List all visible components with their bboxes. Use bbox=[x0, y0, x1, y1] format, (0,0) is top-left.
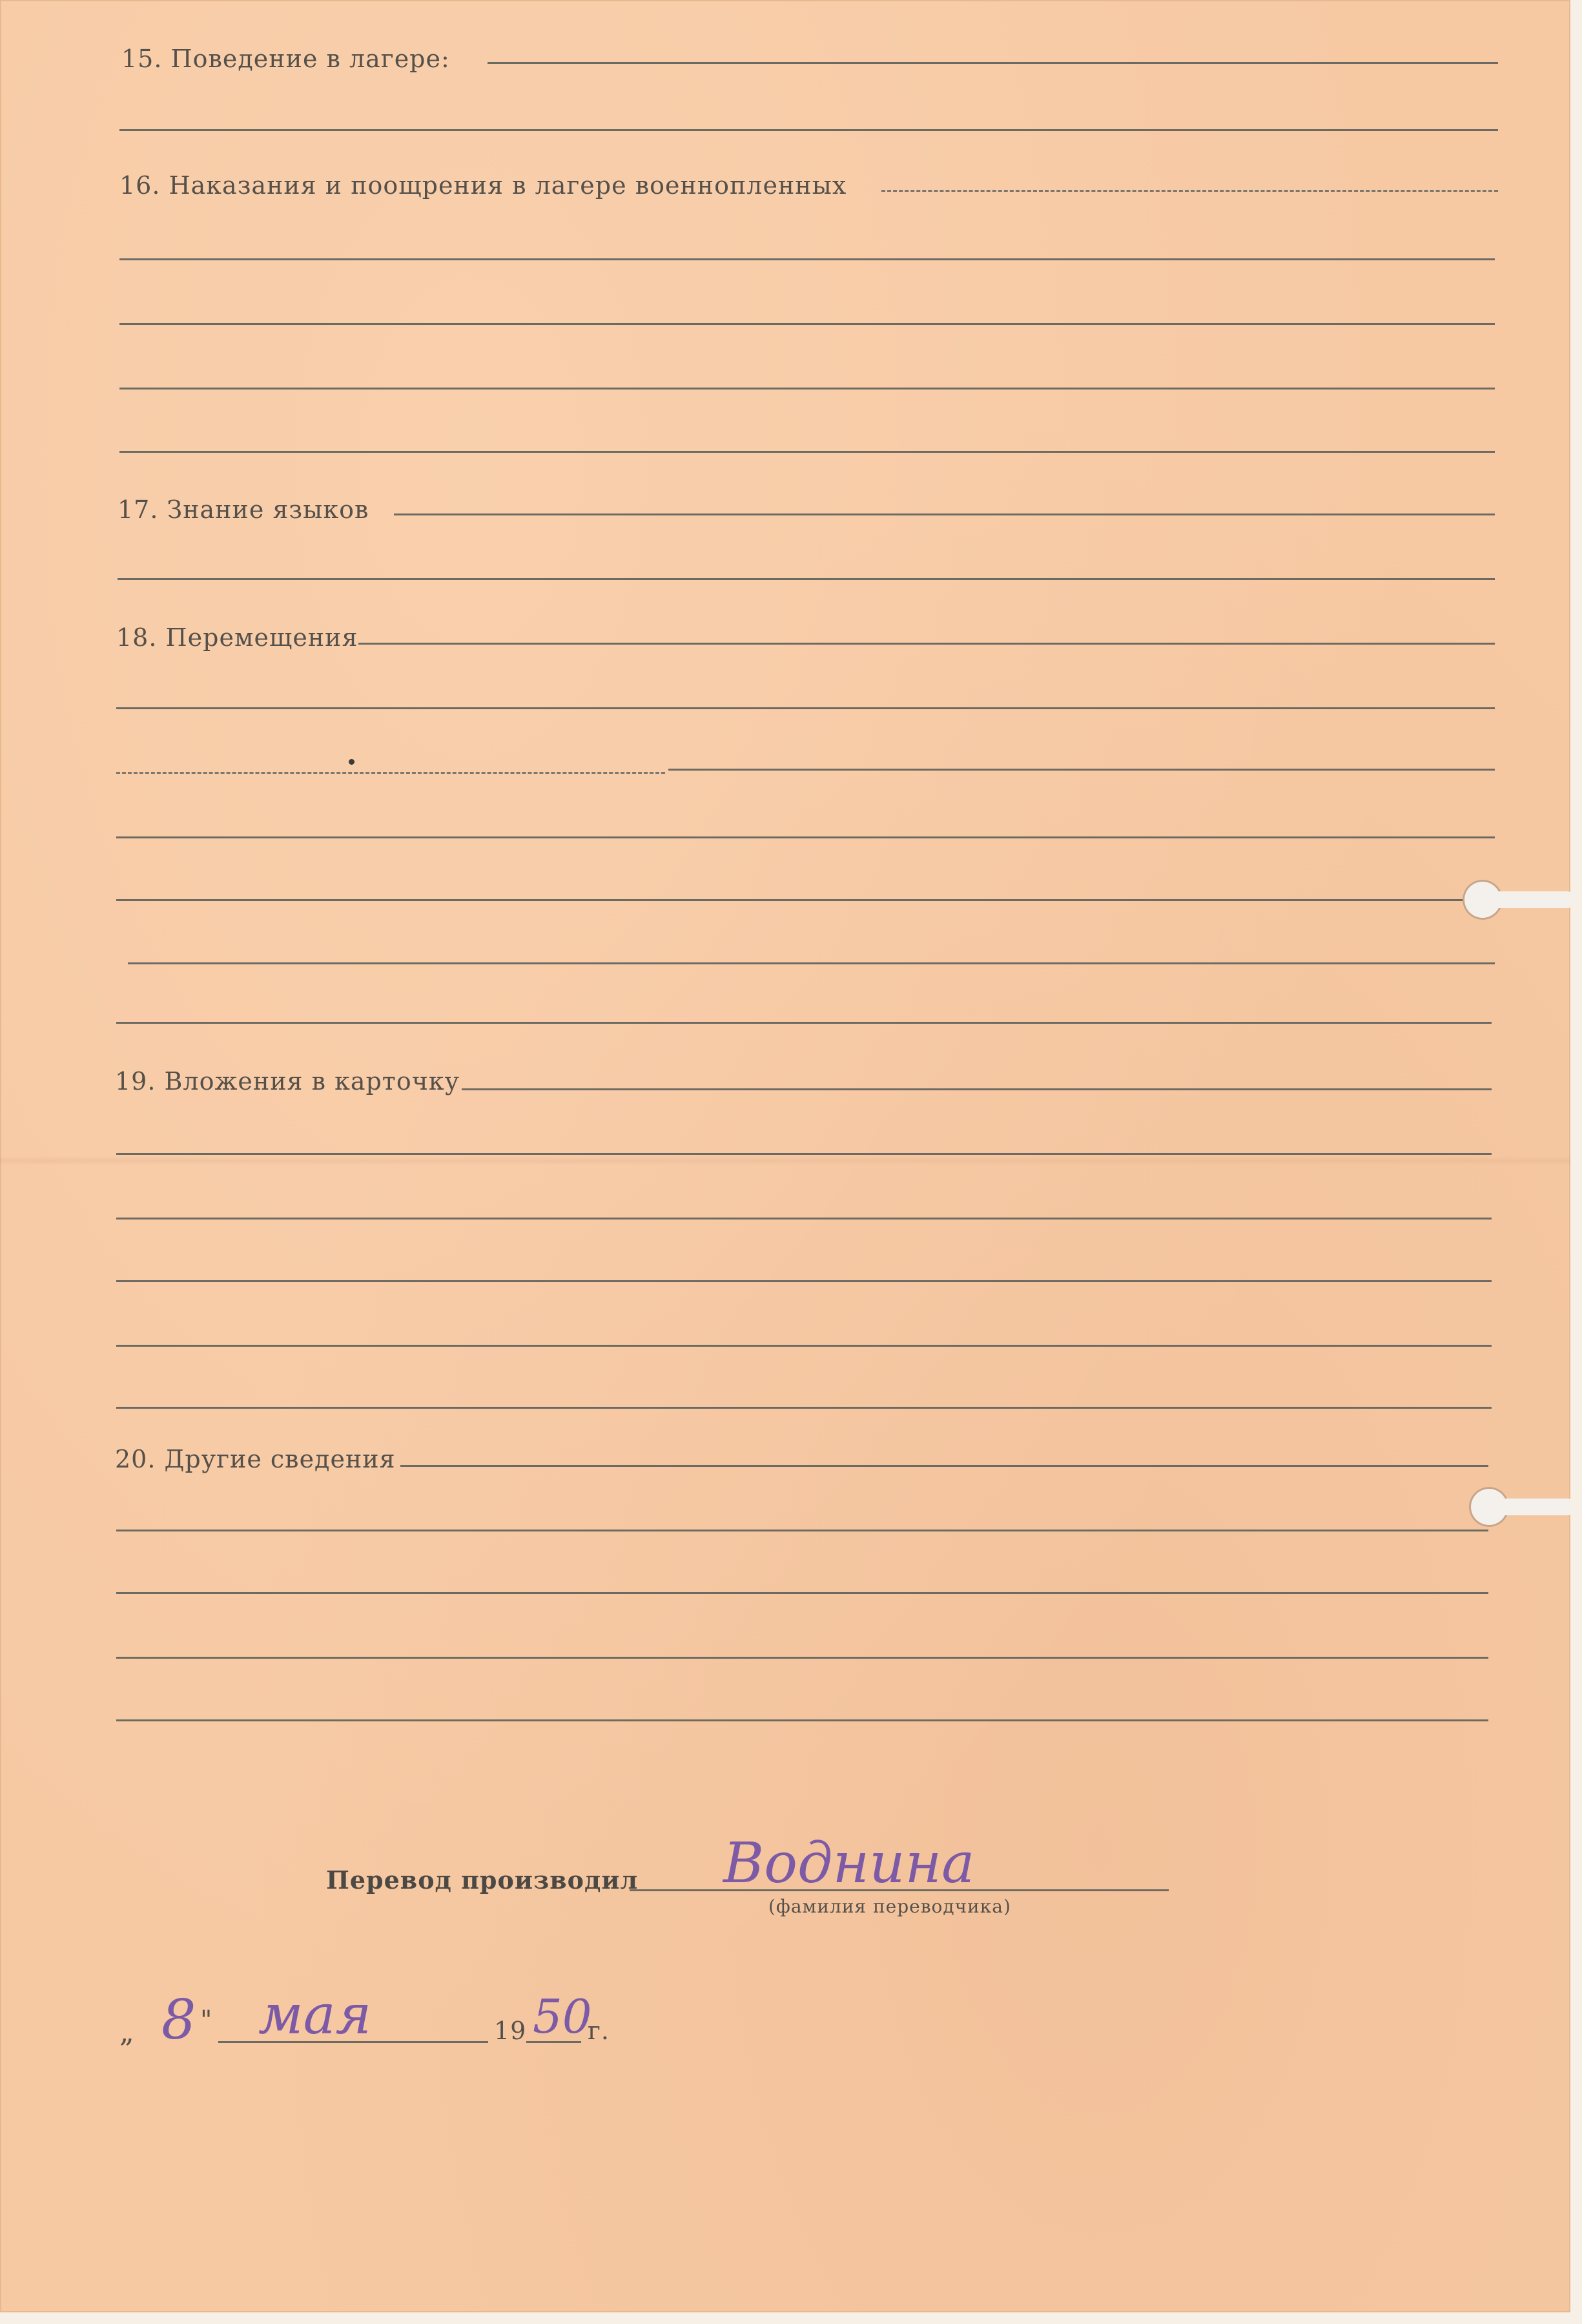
field-19-line-4[interactable] bbox=[116, 1280, 1492, 1282]
punch-hole-bottom-slot bbox=[1492, 1499, 1570, 1515]
translator-signature: Воднина bbox=[723, 1831, 975, 1896]
field-16-line-5[interactable] bbox=[119, 451, 1495, 453]
date-year-prefix: 19 bbox=[494, 2017, 527, 2045]
field-19-label: 19. Вложения в карточку bbox=[115, 1067, 460, 1095]
field-18-line-1[interactable] bbox=[358, 643, 1495, 645]
field-20-line-5[interactable] bbox=[116, 1719, 1488, 1721]
punch-hole-top-slot bbox=[1485, 891, 1570, 908]
field-15-label: 15. Поведение в лагере: bbox=[121, 45, 450, 73]
field-18-label: 18. Перемещения bbox=[116, 623, 358, 652]
field-16-line-4[interactable] bbox=[119, 388, 1495, 389]
date-open-quote: „ bbox=[119, 2016, 135, 2049]
field-18-line-4[interactable] bbox=[116, 836, 1495, 838]
field-19-line-6[interactable] bbox=[116, 1407, 1492, 1409]
field-20-line-1[interactable] bbox=[400, 1465, 1488, 1467]
field-16-label: 16. Наказания и поощрения в лагере военнопленных bbox=[119, 171, 847, 200]
field-19-line-3[interactable] bbox=[116, 1218, 1492, 1219]
field-18-line-7[interactable] bbox=[116, 1022, 1492, 1024]
date-year-line[interactable] bbox=[526, 2041, 581, 2043]
field-17-line-1[interactable] bbox=[394, 514, 1495, 515]
field-17-label: 17. Знание языков bbox=[118, 495, 369, 524]
field-20-line-2[interactable] bbox=[116, 1530, 1488, 1531]
date-year-unit: г. bbox=[588, 2017, 610, 2045]
field-18-line-3a[interactable] bbox=[116, 772, 665, 774]
field-15-line-1[interactable] bbox=[488, 62, 1498, 64]
field-16-line-2[interactable] bbox=[119, 258, 1495, 260]
field-18-line-5[interactable] bbox=[116, 899, 1495, 901]
field-20-line-4[interactable] bbox=[116, 1657, 1488, 1659]
translator-line[interactable] bbox=[630, 1889, 1169, 1891]
field-16-line-1[interactable] bbox=[881, 190, 1498, 192]
field-19-line-2[interactable] bbox=[116, 1153, 1492, 1155]
date-close-quote: " bbox=[200, 2006, 213, 2035]
date-day: 8 bbox=[161, 1988, 196, 2051]
field-19-line-5[interactable] bbox=[116, 1345, 1492, 1347]
field-19-line-1[interactable] bbox=[462, 1088, 1492, 1090]
paper-fold bbox=[0, 1156, 1570, 1165]
field-20-line-3[interactable] bbox=[116, 1592, 1488, 1594]
field-18-line-3b[interactable] bbox=[668, 769, 1495, 771]
date-month: мая bbox=[258, 1983, 372, 2046]
field-16-line-3[interactable] bbox=[119, 323, 1495, 325]
field-20-label: 20. Другие сведения bbox=[115, 1445, 396, 1473]
translator-caption: (фамилия переводчика) bbox=[768, 1896, 1011, 1917]
field-18-line-2[interactable] bbox=[116, 707, 1495, 709]
field-15-line-2[interactable] bbox=[119, 129, 1498, 131]
date-year-suffix: 50 bbox=[533, 1989, 592, 2044]
field-17-line-2[interactable] bbox=[118, 578, 1495, 580]
field-18-line-6[interactable] bbox=[128, 962, 1495, 964]
ink-dot bbox=[349, 759, 354, 765]
translation-label: Перевод производил bbox=[326, 1865, 639, 1894]
date-month-line[interactable] bbox=[218, 2041, 488, 2043]
